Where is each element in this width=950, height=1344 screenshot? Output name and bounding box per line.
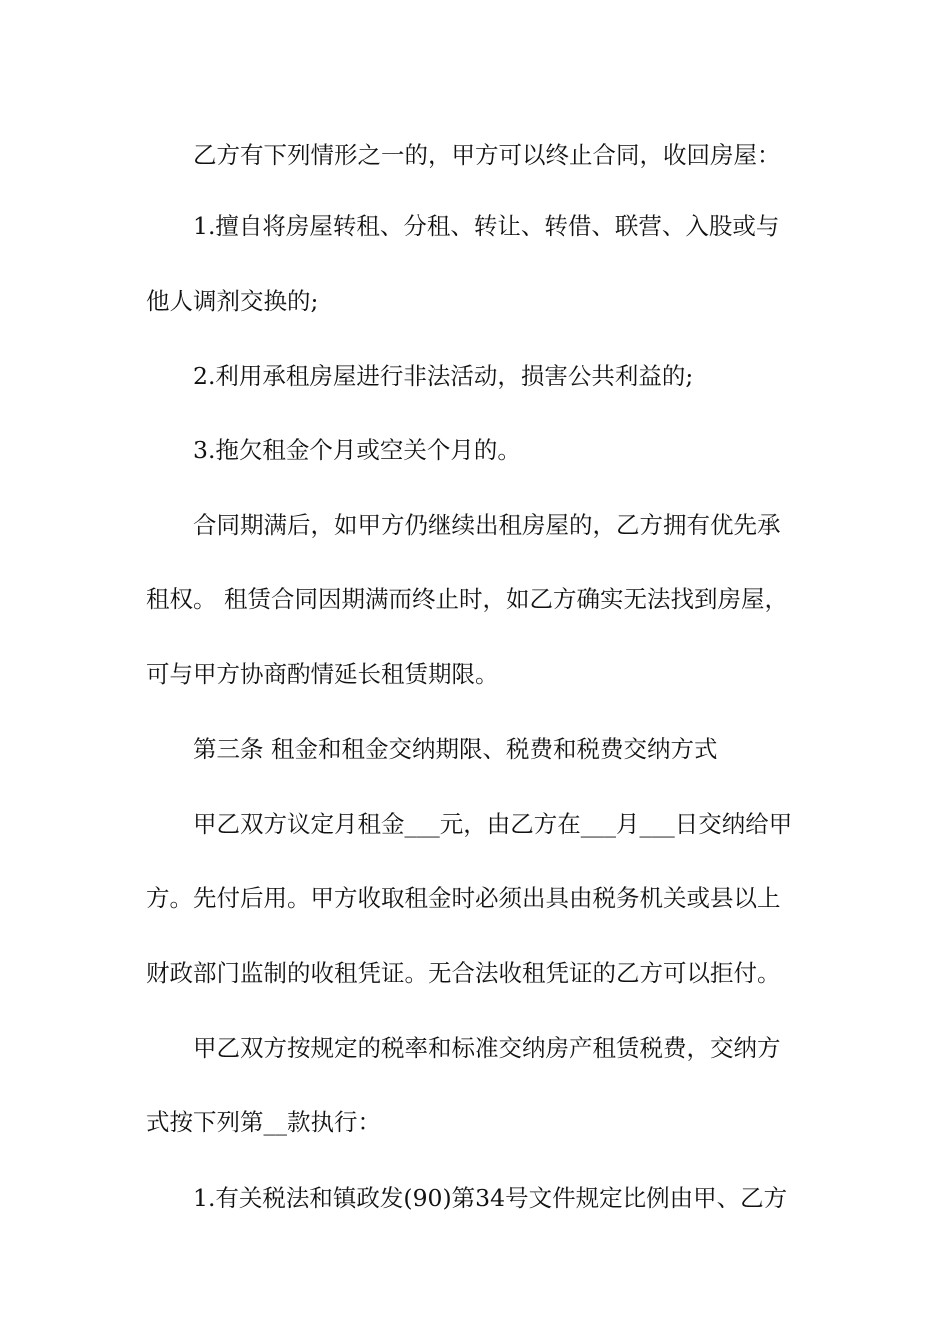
paragraph-line: 乙方有下列情形之一的，甲方可以终止合同，收回房屋：: [193, 141, 781, 169]
paragraph-line: 可与甲方协商酌情延长租赁期限。: [146, 660, 499, 688]
paragraph-line: 他人调剂交换的;: [146, 287, 319, 315]
section-heading: 第三条 租金和租金交纳期限、税费和税费交纳方式: [193, 735, 718, 763]
paragraph-line: 甲乙双方议定月租金___元，由乙方在___月___日交纳给甲: [193, 810, 793, 838]
paragraph-line: 3.拖欠租金个月或空关个月的。: [193, 436, 521, 464]
paragraph-line: 1.有关税法和镇政发(90)第34号文件规定比例由甲、乙方: [193, 1184, 788, 1212]
paragraph-line: 甲乙双方按规定的税率和标准交纳房产租赁税费，交纳方: [193, 1034, 781, 1062]
paragraph-line: 租权。 租赁合同因期满而终止时，如乙方确实无法找到房屋，: [146, 585, 788, 613]
paragraph-line: 方。先付后用。甲方收取租金时必须出具由税务机关或县以上: [146, 884, 781, 912]
paragraph-line: 财政部门监制的收租凭证。无合法收租凭证的乙方可以拒付。: [146, 959, 781, 987]
paragraph-line: 合同期满后，如甲方仍继续出租房屋的，乙方拥有优先承: [193, 511, 781, 539]
paragraph-line: 2.利用承租房屋进行非法活动，损害公共利益的;: [193, 362, 694, 390]
paragraph-line: 式按下列第__款执行：: [146, 1108, 381, 1136]
paragraph-line: 1.擅自将房屋转租、分租、转让、转借、联营、入股或与: [193, 212, 780, 240]
